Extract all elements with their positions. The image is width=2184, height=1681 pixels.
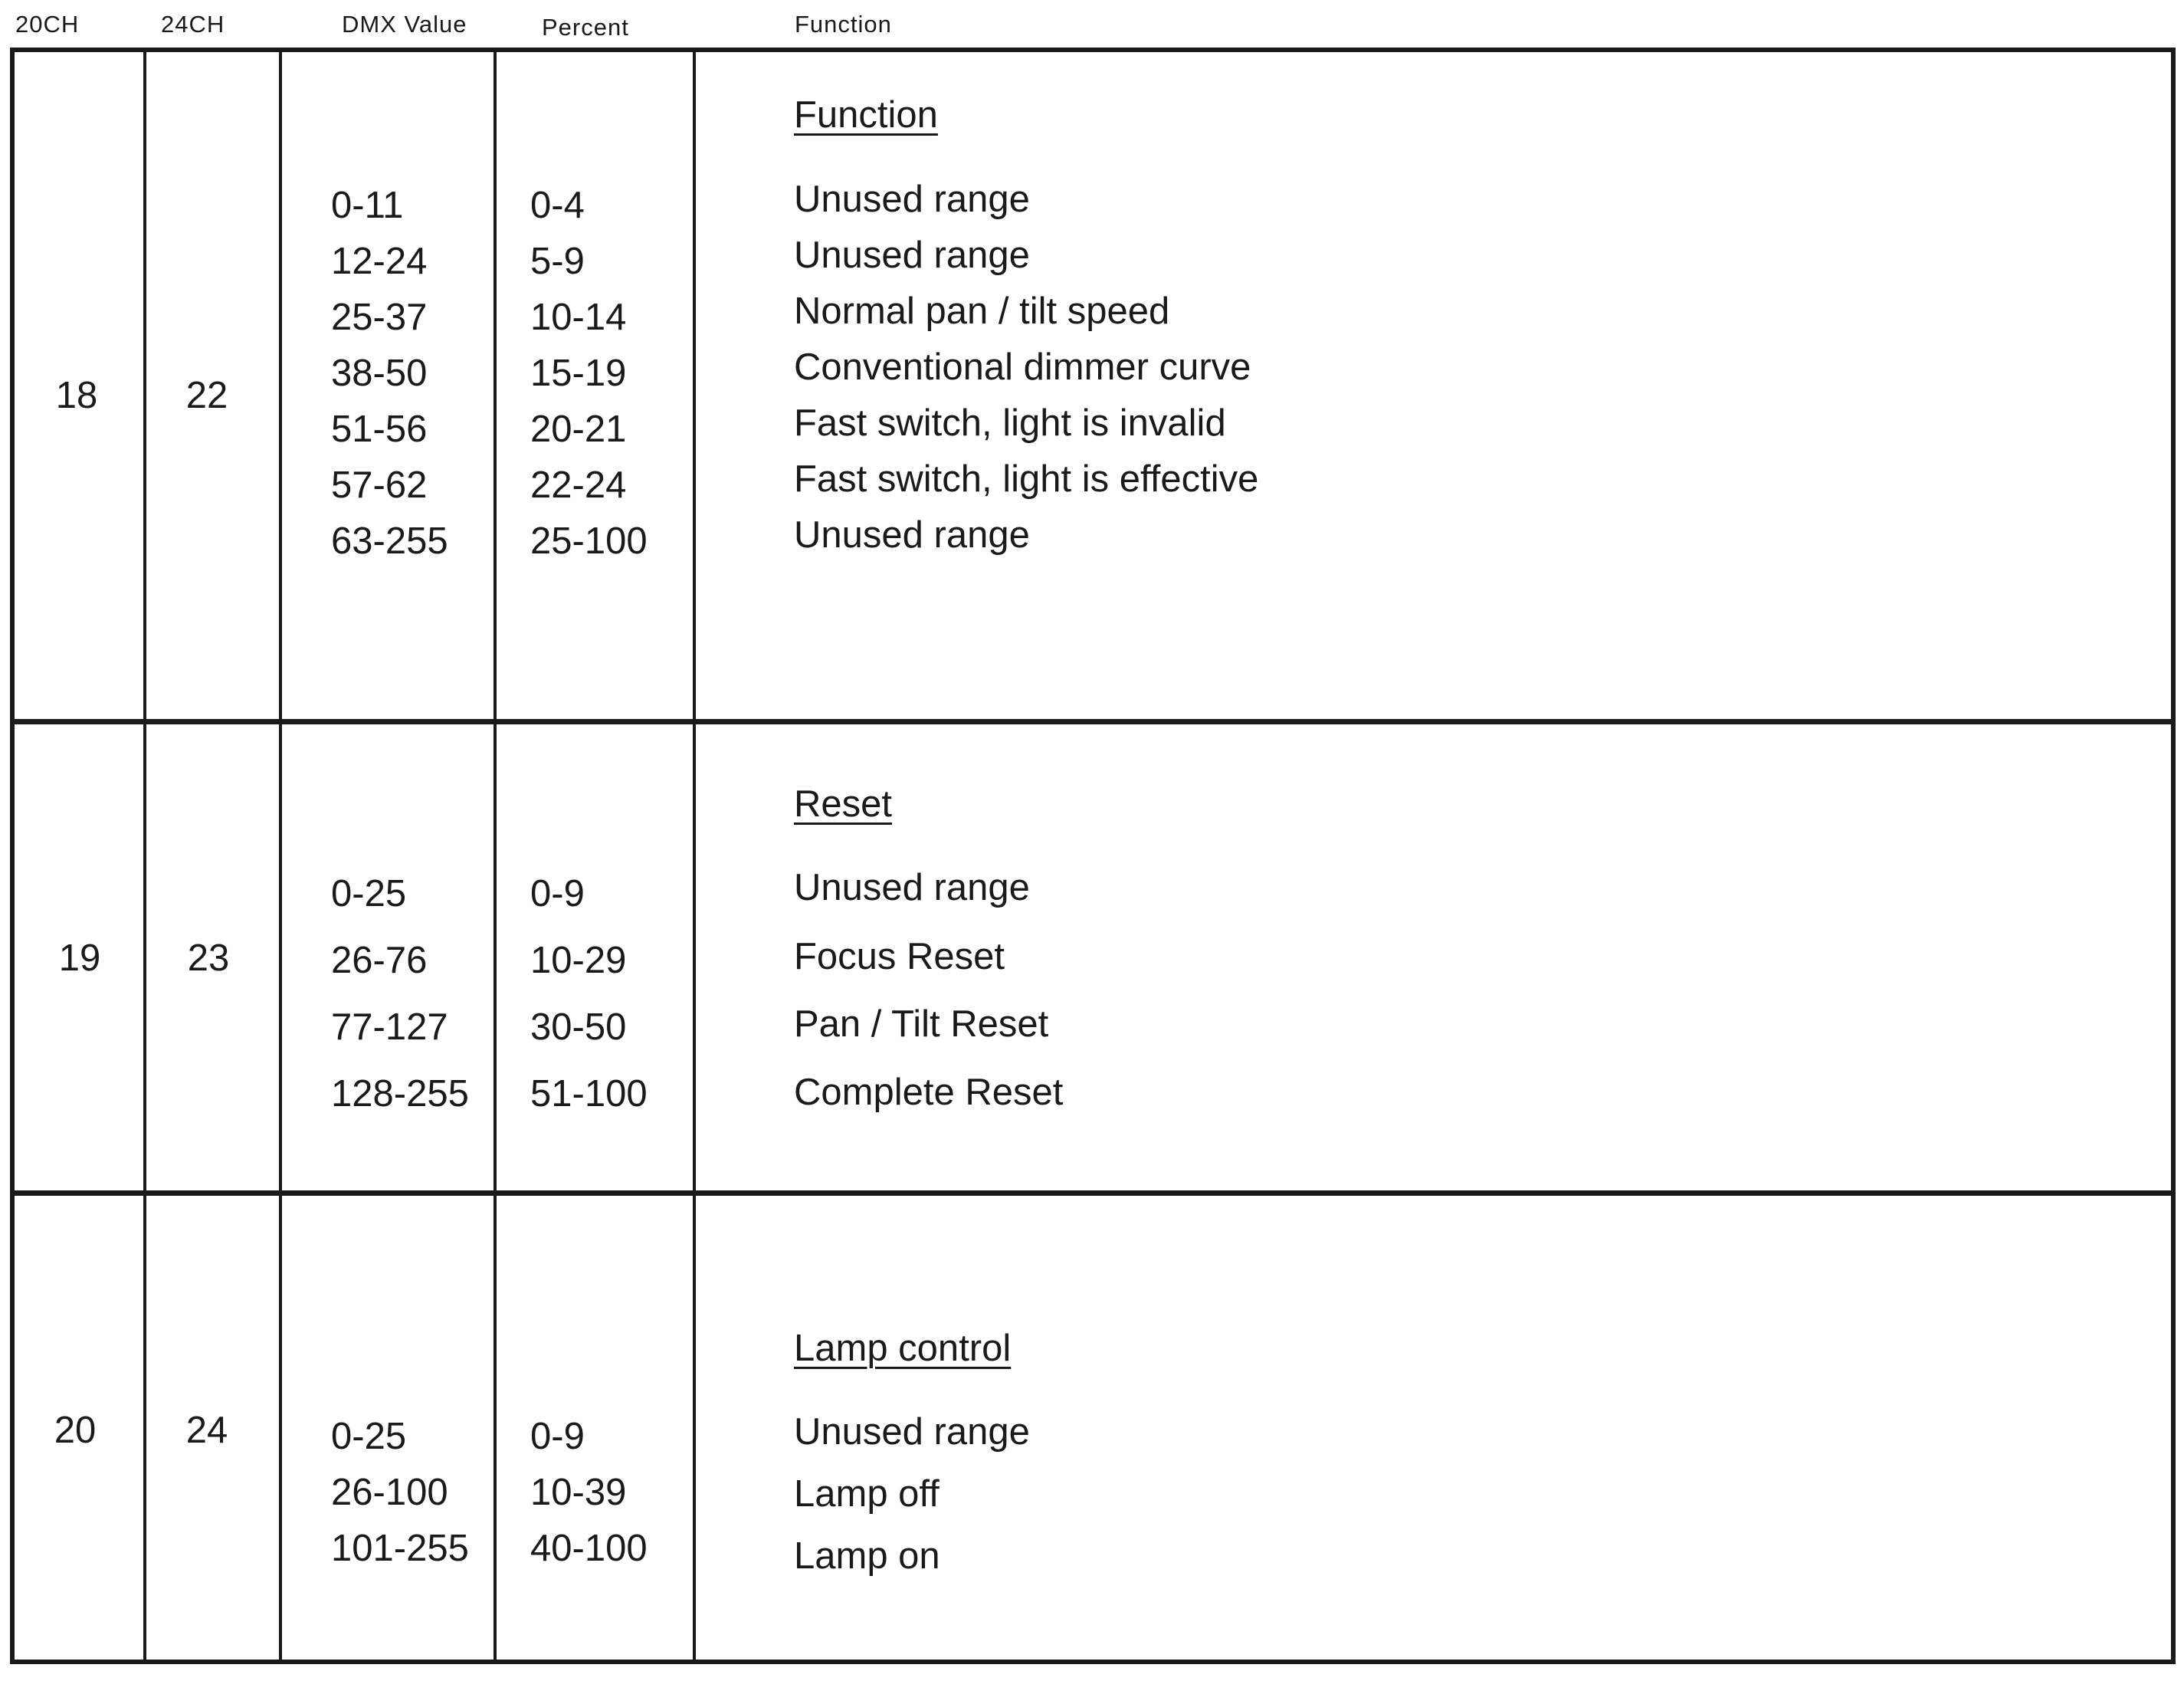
percent-value: 10-39 xyxy=(530,1472,627,1513)
section-heading: Lamp control xyxy=(794,1328,1012,1369)
header-percent: Percent xyxy=(542,14,629,41)
section-heading: Reset xyxy=(794,783,893,825)
header-24ch: 24CH xyxy=(161,11,225,38)
dmx-value: 26-76 xyxy=(331,940,428,981)
percent-value: 0-9 xyxy=(530,1416,585,1457)
function-description: Unused range xyxy=(794,1411,1030,1453)
dmx-value: 128-255 xyxy=(331,1073,469,1115)
row-divider xyxy=(10,1190,2176,1196)
percent-value: 10-29 xyxy=(530,940,627,981)
channel-24ch: 23 xyxy=(187,937,230,979)
column-divider xyxy=(693,49,696,1660)
header-dmx-value: DMX Value xyxy=(342,11,467,38)
dmx-value: 0-25 xyxy=(331,1416,407,1457)
column-divider xyxy=(494,49,497,1663)
dmx-value: 57-62 xyxy=(331,465,428,506)
channel-24ch: 24 xyxy=(185,1410,228,1451)
function-description: Fast switch, light is invalid xyxy=(794,402,1226,444)
channel-20ch: 20 xyxy=(54,1410,97,1451)
percent-value: 5-9 xyxy=(530,241,585,282)
dmx-value: 77-127 xyxy=(331,1006,448,1048)
percent-value: 0-9 xyxy=(530,873,585,914)
function-description: Normal pan / tilt speed xyxy=(794,291,1170,332)
header-20ch: 20CH xyxy=(15,11,80,38)
dmx-value: 0-11 xyxy=(331,185,404,226)
percent-value: 15-19 xyxy=(530,353,627,394)
percent-value: 40-100 xyxy=(530,1528,648,1569)
percent-value: 0-4 xyxy=(530,185,585,226)
channel-20ch: 19 xyxy=(58,937,101,979)
percent-value: 20-21 xyxy=(530,409,627,450)
percent-value: 25-100 xyxy=(530,520,648,562)
function-description: Lamp on xyxy=(794,1535,940,1577)
channel-24ch: 22 xyxy=(185,375,228,416)
function-description: Complete Reset xyxy=(794,1072,1064,1113)
function-description: Pan / Tilt Reset xyxy=(794,1003,1049,1045)
function-description: Unused range xyxy=(794,179,1030,220)
dmx-value: 0-25 xyxy=(331,873,407,914)
dmx-value: 12-24 xyxy=(331,241,428,282)
section-heading: Function xyxy=(794,94,938,136)
channel-20ch: 18 xyxy=(55,375,98,416)
dmx-value: 51-56 xyxy=(331,409,428,450)
function-description: Fast switch, light is effective xyxy=(794,458,1259,500)
function-description: Lamp off xyxy=(794,1473,940,1515)
dmx-value: 38-50 xyxy=(331,353,428,394)
dmx-value: 26-100 xyxy=(331,1472,448,1513)
function-description: Unused range xyxy=(794,867,1030,908)
column-divider xyxy=(279,49,282,1663)
dmx-value: 101-255 xyxy=(331,1528,469,1569)
function-description: Unused range xyxy=(794,235,1030,276)
function-description: Focus Reset xyxy=(794,936,1005,977)
percent-value: 10-14 xyxy=(530,297,627,338)
percent-value: 51-100 xyxy=(530,1073,648,1115)
row-divider xyxy=(10,719,2176,724)
percent-value: 22-24 xyxy=(530,465,627,506)
function-description: Conventional dimmer curve xyxy=(794,346,1251,388)
header-function: Function xyxy=(795,11,892,38)
dmx-value: 25-37 xyxy=(331,297,428,338)
dmx-value: 63-255 xyxy=(331,520,448,562)
function-description: Unused range xyxy=(794,514,1030,556)
percent-value: 30-50 xyxy=(530,1006,627,1048)
